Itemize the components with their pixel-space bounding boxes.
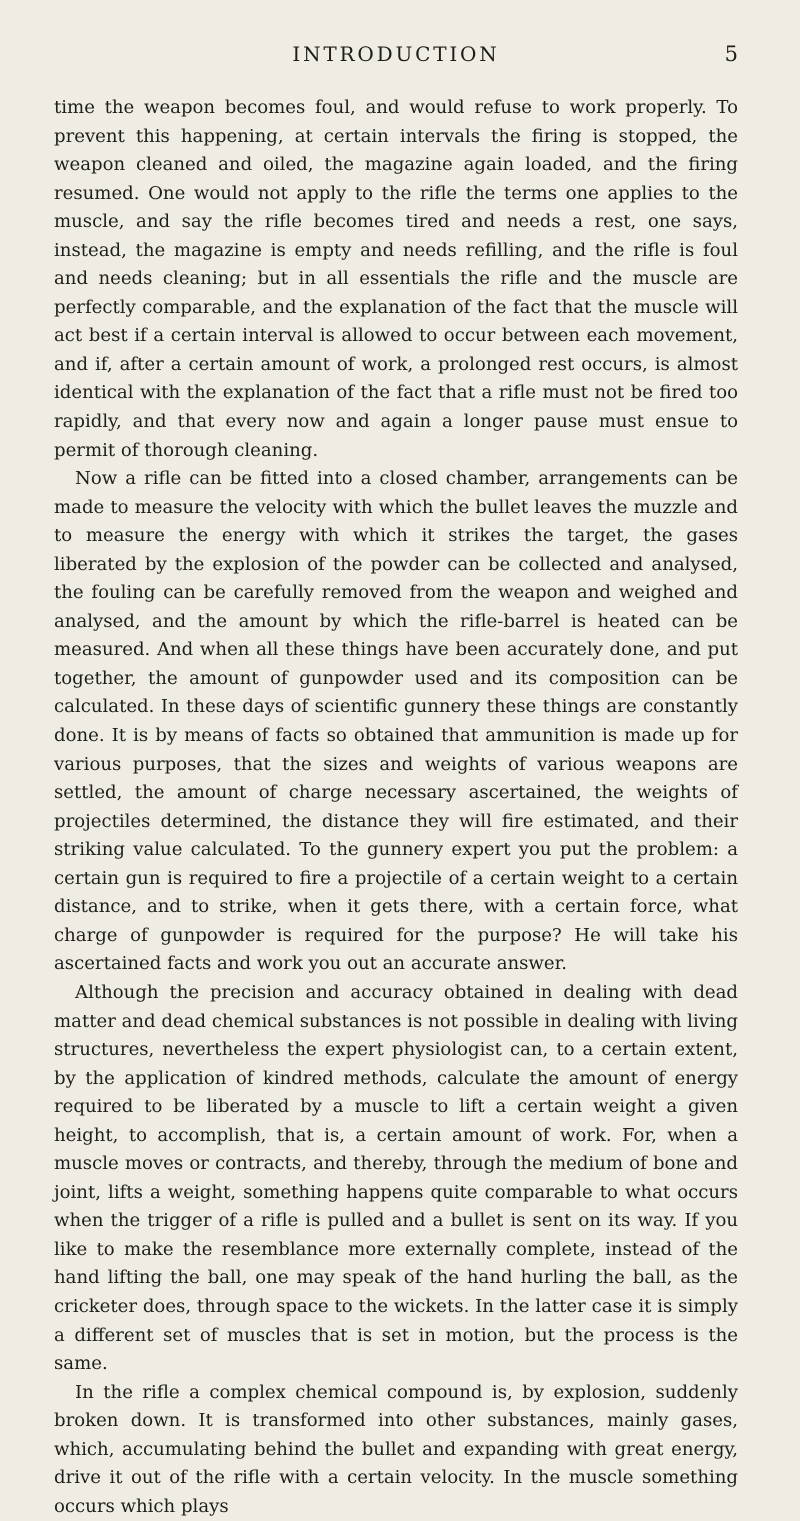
paragraph-physiologist: Although the precision and accuracy obtained in dealing with dead matter and dead chemical substances is not possible in dealing with living structures, nevertheless the expert physiologist can, to a certain extent, by the application of kindred methods, calculate the amount of energy required to be liberated by a muscle to lift a certain weight a given height, to accomplish, that is, a certain amount of work. For, when a muscle moves or contracts, and thereby, through the medium of bone and joint, lifts a weight, something happens quite comparable to what occurs when the trigger of a rifle is pulled and a bullet is sent on its way. If you like to make the resemblance more externally complete, instead of the hand lifting the ball, one may speak of the hand hurling the ball, as the cricketer does, through space to the wickets. In the latter case it is simply a different set of muscles that is set in motion, but the process is the same. xyxy=(54,981,738,1375)
page-number: 5 xyxy=(724,42,738,66)
running-head xyxy=(54,42,738,86)
body-text xyxy=(54,94,738,1521)
paragraph-explosion: In the rifle a complex chemical compound is, by explosion, suddenly broken down. It is transformed into other substances, mainly gases, which, accumulating behind the bullet and expanding with great energy, drive it out of the rifle with a certain velocity. In the muscle something occurs which plays xyxy=(54,1381,738,1517)
paragraph-rifle-chamber: Now a rifle can be fitted into a closed chamber, arrangements can be made to measure the velocity with which the bullet leaves the muzzle and to measure the energy with which it strikes the target, the gases liberated by the explosion of the powder can be collected and analysed, the fouling can be carefully removed from the weapon and weighed and analysed, and the amount by which the rifle-barrel is heated can be measured. And when all these things have been accurately done, and put together, the amount of gunpowder used and its composition can be calculated. In these days of scientific gunnery these things are constantly done. It is by means of facts so obtained that ammunition is made up for various purposes, that the sizes and weights of various weapons are settled, the amount of charge necessary ascertained, the weights of projectiles determined, the distance they will fire estimated, and their striking value calculated. To the gunnery expert you put the problem: a certain gun is required to fire a projectile of a certain weight to a certain distance, and to strike, when it gets there, with a certain force, what charge of gunpowder is required for the purpose? He will take his ascertained facts and work you out an accurate answer. xyxy=(54,468,738,975)
running-title: INTRODUCTION xyxy=(292,42,500,66)
paragraph-continuation: time the weapon becomes foul, and would refuse to work properly. To prevent this happening, at certain intervals the firing is stopped, the weapon cleaned and oiled, the magazine again loaded, and the firing resumed. One would not apply to the rifle the terms one applies to the muscle, and say the rifle becomes tired and needs a rest, one says, instead, the magazine is empty and needs refilling, and the rifle is foul and needs cleaning; but in all essentials the rifle and the muscle are perfectly comparable, and the explanation of the fact that the muscle will act best if a certain interval is allowed to occur between each movement, and if, after a certain amount of work, a prolonged rest occurs, is almost identical with the explanation of the fact that a rifle must not be fired too rapidly, and that every now and again a longer pause must ensue to permit of thorough cleaning. xyxy=(54,97,738,461)
